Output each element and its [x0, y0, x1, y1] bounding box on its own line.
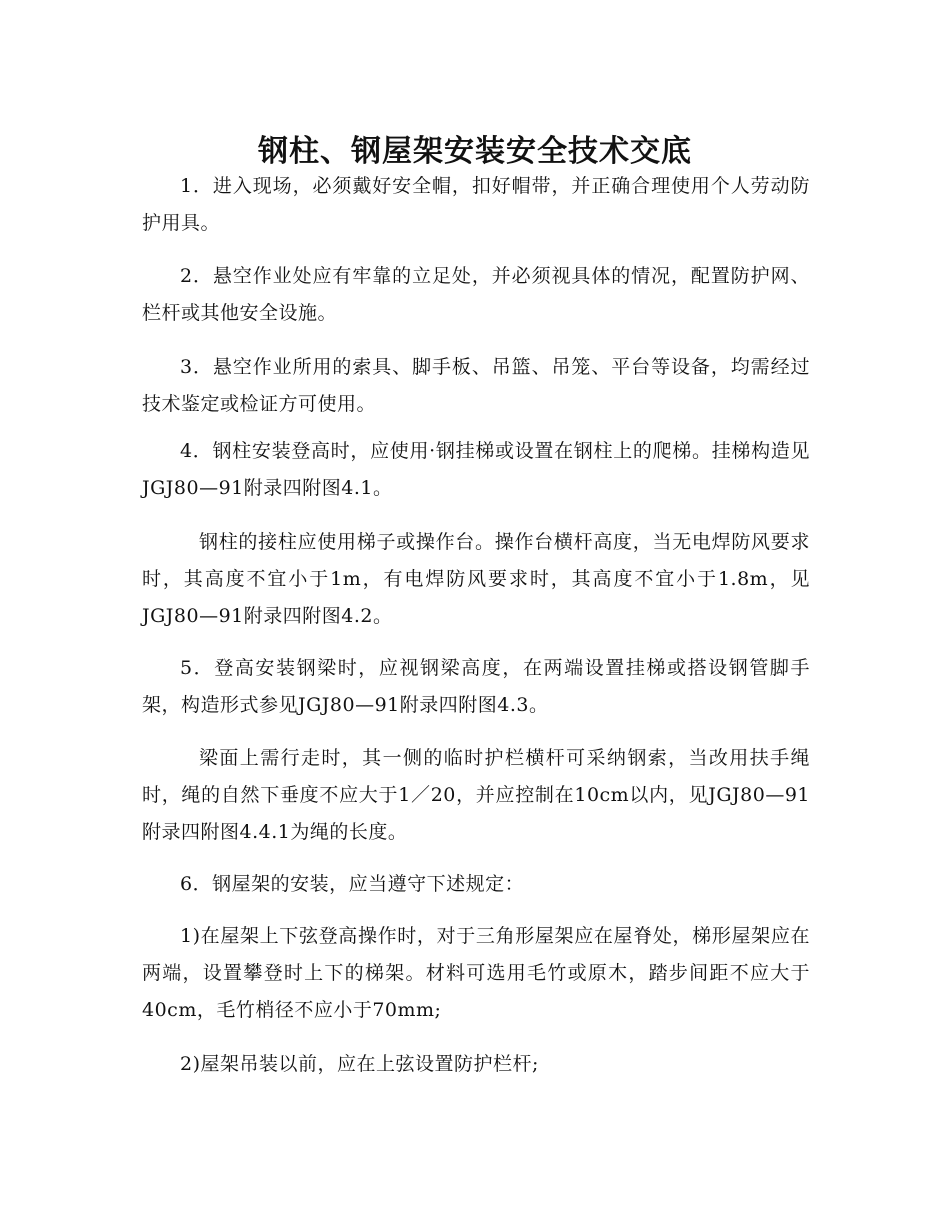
- paragraph-1: 1．进入现场，必须戴好安全帽，扣好帽带，并正确合理使用个人劳动防护用具。: [142, 175, 810, 234]
- paragraph-5-continued: 梁面上需行走时，其一侧的临时护栏横杆可采纳钢索，当改用扶手绳时，绳的自然下垂度不应大于1／20，并应控制在10cm以内，见JGJ80—91附录四附图4.4.1为绳的长度。: [142, 747, 810, 843]
- paragraph-2: 2．悬空作业处应有牢靠的立足处，并必须视具体的情况，配置防护网、栏杆或其他安全设施。: [142, 265, 810, 324]
- paragraph-6: 6．钢屋架的安装，应当遵守下述规定：: [180, 873, 525, 895]
- paragraph-6-item-2: 2)屋架吊装以前，应在上弦设置防护栏杆;: [180, 1053, 539, 1075]
- paragraph-4-continued: 钢柱的接柱应使用梯子或操作台。操作台横杆高度，当无电焊防风要求时，其高度不宜小于1m，有电焊防风要求时，其高度不宜小于1.8m，见JGJ80—91附录四附图4.2。: [142, 531, 810, 627]
- paragraph-3: 3．悬空作业所用的索具、脚手板、吊篮、吊笼、平台等设备，均需经过技术鉴定或检证方可使用。: [142, 356, 810, 415]
- paragraph-5: 5．登高安装钢梁时，应视钢梁高度，在两端设置挂梯或搭设钢管脚手架，构造形式参见JGJ80—91附录四附图4.3。: [142, 657, 810, 716]
- document-title: 钢柱、钢屋架安装安全技术交底: [258, 134, 692, 170]
- paragraph-6-item-1: 1)在屋架上下弦登高操作时，对于三角形屋架应在屋脊处，梯形屋架应在两端，设置攀登时上下的梯架。材料可选用毛竹或原木，踏步间距不应大于40cm，毛竹梢径不应小于70mm;: [142, 925, 810, 1021]
- paragraph-4: 4．钢柱安装登高时，应使用·钢挂梯或设置在钢柱上的爬梯。挂梯构造见JGJ80—91附录四附图4.1。: [142, 440, 810, 499]
